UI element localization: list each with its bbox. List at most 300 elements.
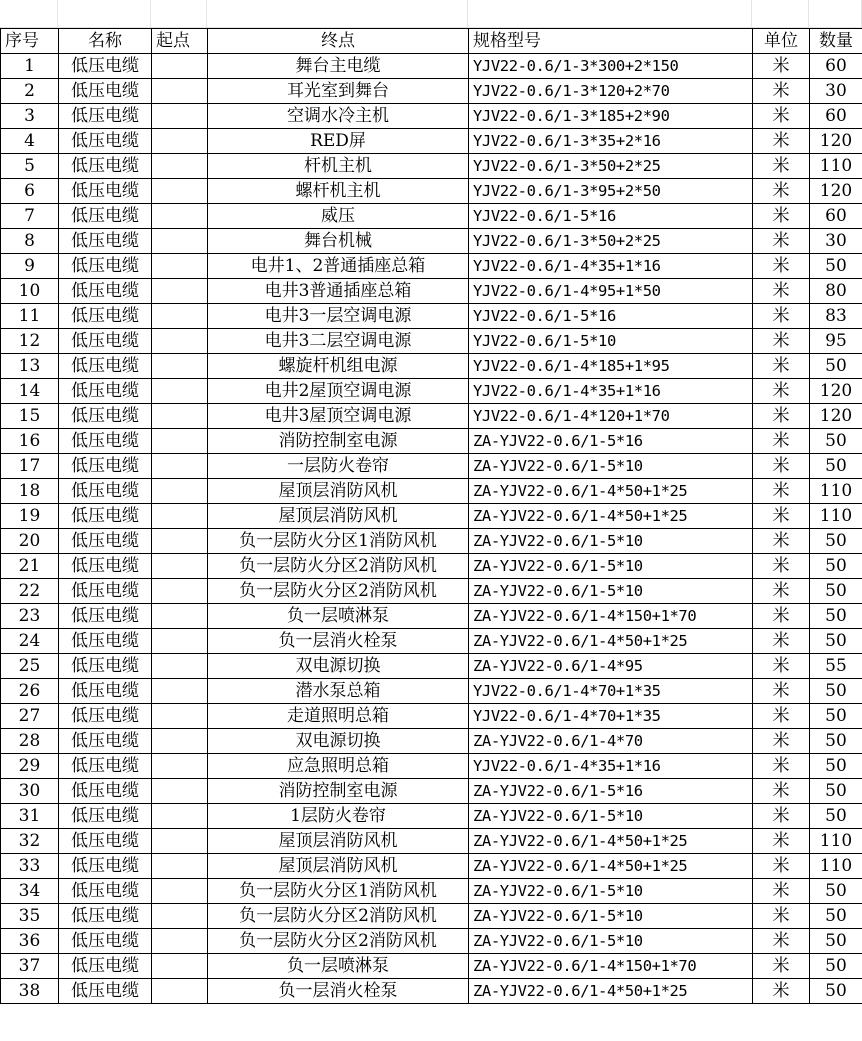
cell-end[interactable]: 屋顶层消防风机: [208, 479, 469, 504]
cell-unit[interactable]: 米: [753, 354, 810, 379]
cell-unit[interactable]: 米: [753, 604, 810, 629]
cell-unit[interactable]: 米: [753, 929, 810, 954]
cell-name[interactable]: 低压电缆: [59, 704, 152, 729]
cell-qty[interactable]: 30: [810, 79, 862, 104]
cell-end[interactable]: 双电源切换: [208, 654, 469, 679]
cell-name[interactable]: 低压电缆: [59, 479, 152, 504]
cell-unit[interactable]: 米: [753, 979, 810, 1004]
cell-name[interactable]: 低压电缆: [59, 429, 152, 454]
cell-start[interactable]: [152, 54, 208, 79]
cell-unit[interactable]: 米: [753, 954, 810, 979]
header-end[interactable]: 终点: [208, 29, 469, 54]
header-start[interactable]: 起点: [152, 29, 208, 54]
cell-end[interactable]: 耳光室到舞台: [208, 79, 469, 104]
cell-start[interactable]: [152, 354, 208, 379]
cell-name[interactable]: 低压电缆: [59, 754, 152, 779]
cell-seq[interactable]: 23: [1, 604, 59, 629]
cell-spec[interactable]: YJV22-0.6/1-5*10: [469, 329, 753, 354]
cell-spec[interactable]: YJV22-0.6/1-4*35+1*16: [469, 379, 753, 404]
cell-end[interactable]: 应急照明总箱: [208, 754, 469, 779]
cell-end[interactable]: 电井1、2普通插座总箱: [208, 254, 469, 279]
cell-seq[interactable]: 28: [1, 729, 59, 754]
cell-unit[interactable]: 米: [753, 804, 810, 829]
cell-unit[interactable]: 米: [753, 104, 810, 129]
cell-qty[interactable]: 50: [810, 779, 862, 804]
cell-spec[interactable]: YJV22-0.6/1-3*35+2*16: [469, 129, 753, 154]
cell-name[interactable]: 低压电缆: [59, 504, 152, 529]
cell-end[interactable]: 负一层喷淋泵: [208, 604, 469, 629]
cell-start[interactable]: [152, 829, 208, 854]
cell-seq[interactable]: 24: [1, 629, 59, 654]
cell-qty[interactable]: 50: [810, 254, 862, 279]
header-qty[interactable]: 数量: [810, 29, 862, 54]
cell-end[interactable]: 一层防火卷帘: [208, 454, 469, 479]
cell-qty[interactable]: 120: [810, 379, 862, 404]
cell-start[interactable]: [152, 79, 208, 104]
cell-name[interactable]: 低压电缆: [59, 179, 152, 204]
cell-qty[interactable]: 50: [810, 704, 862, 729]
cell-spec[interactable]: YJV22-0.6/1-3*300+2*150: [469, 54, 753, 79]
cell-unit[interactable]: 米: [753, 879, 810, 904]
cell-seq[interactable]: 17: [1, 454, 59, 479]
cell-end[interactable]: 杆机主机: [208, 154, 469, 179]
table-row: [1, 679, 862, 704]
cell-qty[interactable]: 50: [810, 979, 862, 1004]
cell-start[interactable]: [152, 854, 208, 879]
cell-seq[interactable]: 25: [1, 654, 59, 679]
cell-end[interactable]: 电井3屋顶空调电源: [208, 404, 469, 429]
cell-unit[interactable]: 米: [753, 629, 810, 654]
cell-qty[interactable]: 50: [810, 529, 862, 554]
table-row: [1, 354, 862, 379]
cell-spec[interactable]: ZA-YJV22-0.6/1-5*10: [469, 579, 753, 604]
cell-unit[interactable]: 米: [753, 904, 810, 929]
empty-cell[interactable]: [809, 0, 862, 28]
cell-name[interactable]: 低压电缆: [59, 854, 152, 879]
empty-cell[interactable]: [468, 0, 752, 28]
cell-seq[interactable]: 12: [1, 329, 59, 354]
cell-qty[interactable]: 50: [810, 954, 862, 979]
cell-qty[interactable]: 80: [810, 279, 862, 304]
cell-name[interactable]: 低压电缆: [59, 79, 152, 104]
cell-qty[interactable]: 50: [810, 754, 862, 779]
cell-name[interactable]: 低压电缆: [59, 229, 152, 254]
table-row: [1, 429, 862, 454]
cell-name[interactable]: 低压电缆: [59, 129, 152, 154]
cell-unit[interactable]: 米: [753, 179, 810, 204]
cell-seq[interactable]: 21: [1, 554, 59, 579]
cell-start[interactable]: [152, 929, 208, 954]
empty-spreadsheet-row[interactable]: [0, 0, 862, 28]
cell-seq[interactable]: 3: [1, 104, 59, 129]
cell-qty[interactable]: 110: [810, 854, 862, 879]
cell-end[interactable]: 负一层防火分区2消防风机: [208, 579, 469, 604]
cell-qty[interactable]: 60: [810, 204, 862, 229]
cell-start[interactable]: [152, 229, 208, 254]
cell-name[interactable]: 低压电缆: [59, 654, 152, 679]
cell-start[interactable]: [152, 579, 208, 604]
cell-spec[interactable]: YJV22-0.6/1-4*35+1*16: [469, 754, 753, 779]
cell-unit[interactable]: 米: [753, 454, 810, 479]
table-row: [1, 404, 862, 429]
cell-seq[interactable]: 11: [1, 304, 59, 329]
cell-start[interactable]: [152, 179, 208, 204]
cell-spec[interactable]: YJV22-0.6/1-4*35+1*16: [469, 254, 753, 279]
cell-spec[interactable]: ZA-YJV22-0.6/1-4*50+1*25: [469, 979, 753, 1004]
cell-start[interactable]: [152, 504, 208, 529]
cell-start[interactable]: [152, 479, 208, 504]
cell-name[interactable]: 低压电缆: [59, 329, 152, 354]
cell-spec[interactable]: ZA-YJV22-0.6/1-5*10: [469, 554, 753, 579]
cell-unit[interactable]: 米: [753, 229, 810, 254]
cell-unit[interactable]: 米: [753, 654, 810, 679]
cell-qty[interactable]: 95: [810, 329, 862, 354]
cell-qty[interactable]: 50: [810, 604, 862, 629]
cell-seq[interactable]: 10: [1, 279, 59, 304]
cell-unit[interactable]: 米: [753, 579, 810, 604]
cell-qty[interactable]: 50: [810, 354, 862, 379]
cell-seq[interactable]: 18: [1, 479, 59, 504]
cell-spec[interactable]: ZA-YJV22-0.6/1-5*10: [469, 904, 753, 929]
cell-qty[interactable]: 50: [810, 804, 862, 829]
cell-spec[interactable]: ZA-YJV22-0.6/1-4*50+1*25: [469, 504, 753, 529]
cell-seq[interactable]: 9: [1, 254, 59, 279]
cell-qty[interactable]: 30: [810, 229, 862, 254]
cell-seq[interactable]: 27: [1, 704, 59, 729]
cell-qty[interactable]: 60: [810, 54, 862, 79]
cell-start[interactable]: [152, 104, 208, 129]
cell-unit[interactable]: 米: [753, 79, 810, 104]
cell-seq[interactable]: 2: [1, 79, 59, 104]
cell-unit[interactable]: 米: [753, 254, 810, 279]
cell-qty[interactable]: 110: [810, 829, 862, 854]
cell-end[interactable]: 消防控制室电源: [208, 779, 469, 804]
cell-seq[interactable]: 1: [1, 54, 59, 79]
cell-name[interactable]: 低压电缆: [59, 404, 152, 429]
cell-unit[interactable]: 米: [753, 779, 810, 804]
cell-spec[interactable]: YJV22-0.6/1-4*120+1*70: [469, 404, 753, 429]
cell-spec[interactable]: ZA-YJV22-0.6/1-5*10: [469, 804, 753, 829]
cell-end[interactable]: 螺旋杆机组电源: [208, 354, 469, 379]
cell-spec[interactable]: YJV22-0.6/1-3*120+2*70: [469, 79, 753, 104]
cell-unit[interactable]: 米: [753, 679, 810, 704]
cable-table: [0, 28, 862, 1004]
cell-start[interactable]: [152, 129, 208, 154]
cell-name[interactable]: 低压电缆: [59, 354, 152, 379]
table-row: [1, 379, 862, 404]
cell-start[interactable]: [152, 629, 208, 654]
cell-start[interactable]: [152, 304, 208, 329]
cell-spec[interactable]: YJV22-0.6/1-4*70+1*35: [469, 679, 753, 704]
cell-unit[interactable]: 米: [753, 554, 810, 579]
cell-seq[interactable]: 4: [1, 129, 59, 154]
cell-seq[interactable]: 19: [1, 504, 59, 529]
cell-unit[interactable]: 米: [753, 479, 810, 504]
cell-start[interactable]: [152, 279, 208, 304]
cell-qty[interactable]: 55: [810, 654, 862, 679]
cell-spec[interactable]: ZA-YJV22-0.6/1-5*10: [469, 929, 753, 954]
cell-spec[interactable]: ZA-YJV22-0.6/1-5*16: [469, 429, 753, 454]
cell-spec[interactable]: ZA-YJV22-0.6/1-4*150+1*70: [469, 604, 753, 629]
cell-end[interactable]: 负一层消火栓泵: [208, 629, 469, 654]
cell-start[interactable]: [152, 704, 208, 729]
cell-unit[interactable]: 米: [753, 279, 810, 304]
cell-qty[interactable]: 50: [810, 679, 862, 704]
cell-start[interactable]: [152, 329, 208, 354]
cell-name[interactable]: 低压电缆: [59, 829, 152, 854]
cell-spec[interactable]: ZA-YJV22-0.6/1-4*50+1*25: [469, 479, 753, 504]
cell-unit[interactable]: 米: [753, 729, 810, 754]
cell-spec[interactable]: YJV22-0.6/1-4*185+1*95: [469, 354, 753, 379]
cell-start[interactable]: [152, 454, 208, 479]
table-row: [1, 779, 862, 804]
cell-name[interactable]: 低压电缆: [59, 929, 152, 954]
cell-qty[interactable]: 60: [810, 104, 862, 129]
cell-seq[interactable]: 31: [1, 804, 59, 829]
cell-start[interactable]: [152, 154, 208, 179]
cell-end[interactable]: 空调水冷主机: [208, 104, 469, 129]
cell-qty[interactable]: 110: [810, 479, 862, 504]
cell-spec[interactable]: YJV22-0.6/1-3*185+2*90: [469, 104, 753, 129]
cell-seq[interactable]: 26: [1, 679, 59, 704]
header-spec[interactable]: 规格型号: [469, 29, 753, 54]
cell-end[interactable]: RED屏: [208, 129, 469, 154]
cell-end[interactable]: 负一层防火分区2消防风机: [208, 554, 469, 579]
cell-end[interactable]: 走道照明总箱: [208, 704, 469, 729]
cell-qty[interactable]: 50: [810, 579, 862, 604]
cell-spec[interactable]: YJV22-0.6/1-3*50+2*25: [469, 154, 753, 179]
cell-spec[interactable]: YJV22-0.6/1-3*50+2*25: [469, 229, 753, 254]
cell-spec[interactable]: ZA-YJV22-0.6/1-5*16: [469, 779, 753, 804]
cell-spec[interactable]: YJV22-0.6/1-4*70+1*35: [469, 704, 753, 729]
cell-start[interactable]: [152, 604, 208, 629]
cell-name[interactable]: 低压电缆: [59, 454, 152, 479]
cell-name[interactable]: 低压电缆: [59, 629, 152, 654]
cell-end[interactable]: 屋顶层消防风机: [208, 829, 469, 854]
cell-end[interactable]: 螺杆机主机: [208, 179, 469, 204]
cell-name[interactable]: 低压电缆: [59, 379, 152, 404]
cell-seq[interactable]: 13: [1, 354, 59, 379]
cell-spec[interactable]: ZA-YJV22-0.6/1-4*50+1*25: [469, 829, 753, 854]
cell-spec[interactable]: ZA-YJV22-0.6/1-5*10: [469, 879, 753, 904]
cell-name[interactable]: 低压电缆: [59, 679, 152, 704]
cell-seq[interactable]: 5: [1, 154, 59, 179]
cell-name[interactable]: 低压电缆: [59, 254, 152, 279]
cell-seq[interactable]: 22: [1, 579, 59, 604]
cell-end[interactable]: 屋顶层消防风机: [208, 854, 469, 879]
cell-start[interactable]: [152, 529, 208, 554]
cell-spec[interactable]: YJV22-0.6/1-5*16: [469, 204, 753, 229]
cell-name[interactable]: 低压电缆: [59, 304, 152, 329]
cell-end[interactable]: 负一层消火栓泵: [208, 979, 469, 1004]
header-unit[interactable]: 单位: [753, 29, 810, 54]
cell-seq[interactable]: 37: [1, 954, 59, 979]
cell-name[interactable]: 低压电缆: [59, 604, 152, 629]
cell-seq[interactable]: 14: [1, 379, 59, 404]
cell-end[interactable]: 负一层防火分区2消防风机: [208, 929, 469, 954]
cell-start[interactable]: [152, 404, 208, 429]
cell-start[interactable]: [152, 954, 208, 979]
cell-qty[interactable]: 120: [810, 404, 862, 429]
cell-qty[interactable]: 50: [810, 454, 862, 479]
cell-seq[interactable]: 33: [1, 854, 59, 879]
cell-seq[interactable]: 6: [1, 179, 59, 204]
table-row: [1, 854, 862, 879]
cell-qty[interactable]: 50: [810, 729, 862, 754]
cell-name[interactable]: 低压电缆: [59, 204, 152, 229]
cell-end[interactable]: 负一层防火分区1消防风机: [208, 879, 469, 904]
cell-end[interactable]: 消防控制室电源: [208, 429, 469, 454]
cell-seq[interactable]: 8: [1, 229, 59, 254]
cell-seq[interactable]: 36: [1, 929, 59, 954]
cell-start[interactable]: [152, 429, 208, 454]
header-name[interactable]: 名称: [59, 29, 152, 54]
empty-cell[interactable]: [151, 0, 207, 28]
cell-end[interactable]: 舞台机械: [208, 229, 469, 254]
cell-seq[interactable]: 32: [1, 829, 59, 854]
cell-name[interactable]: 低压电缆: [59, 104, 152, 129]
cell-spec[interactable]: ZA-YJV22-0.6/1-4*50+1*25: [469, 629, 753, 654]
cell-end[interactable]: 负一层防火分区1消防风机: [208, 529, 469, 554]
header-row: [1, 29, 862, 54]
cell-end[interactable]: 电井3普通插座总箱: [208, 279, 469, 304]
cell-qty[interactable]: 50: [810, 904, 862, 929]
cell-start[interactable]: [152, 379, 208, 404]
cell-end[interactable]: 电井2屋顶空调电源: [208, 379, 469, 404]
cell-qty[interactable]: 83: [810, 304, 862, 329]
empty-cell[interactable]: [752, 0, 809, 28]
cell-unit[interactable]: 米: [753, 154, 810, 179]
cell-end[interactable]: 威压: [208, 204, 469, 229]
cell-qty[interactable]: 50: [810, 929, 862, 954]
cell-start[interactable]: [152, 754, 208, 779]
cell-seq[interactable]: 20: [1, 529, 59, 554]
cell-name[interactable]: 低压电缆: [59, 904, 152, 929]
cell-name[interactable]: 低压电缆: [59, 529, 152, 554]
cell-spec[interactable]: ZA-YJV22-0.6/1-5*10: [469, 529, 753, 554]
cell-unit[interactable]: 米: [753, 854, 810, 879]
cell-start[interactable]: [152, 804, 208, 829]
cell-end[interactable]: 电井3二层空调电源: [208, 329, 469, 354]
cell-start[interactable]: [152, 779, 208, 804]
cell-name[interactable]: 低压电缆: [59, 979, 152, 1004]
header-seq[interactable]: 序号: [1, 29, 59, 54]
cell-qty[interactable]: 50: [810, 629, 862, 654]
cell-spec[interactable]: ZA-YJV22-0.6/1-5*10: [469, 454, 753, 479]
cell-unit[interactable]: 米: [753, 54, 810, 79]
cell-start[interactable]: [152, 904, 208, 929]
cell-spec[interactable]: ZA-YJV22-0.6/1-4*150+1*70: [469, 954, 753, 979]
cell-qty[interactable]: 50: [810, 554, 862, 579]
cell-name[interactable]: 低压电缆: [59, 954, 152, 979]
cell-unit[interactable]: 米: [753, 754, 810, 779]
cell-name[interactable]: 低压电缆: [59, 879, 152, 904]
cell-start[interactable]: [152, 654, 208, 679]
cell-unit[interactable]: 米: [753, 404, 810, 429]
cell-spec[interactable]: ZA-YJV22-0.6/1-4*50+1*25: [469, 854, 753, 879]
cell-unit[interactable]: 米: [753, 329, 810, 354]
cell-name[interactable]: 低压电缆: [59, 279, 152, 304]
cell-unit[interactable]: 米: [753, 704, 810, 729]
table-row: [1, 479, 862, 504]
cell-unit[interactable]: 米: [753, 829, 810, 854]
table-row: [1, 954, 862, 979]
cell-qty[interactable]: 120: [810, 129, 862, 154]
table-row: [1, 929, 862, 954]
table-row: [1, 979, 862, 1004]
cell-start[interactable]: [152, 254, 208, 279]
cell-end[interactable]: 电井3一层空调电源: [208, 304, 469, 329]
cell-seq[interactable]: 34: [1, 879, 59, 904]
cell-name[interactable]: 低压电缆: [59, 779, 152, 804]
cell-unit[interactable]: 米: [753, 529, 810, 554]
cell-spec[interactable]: YJV22-0.6/1-3*95+2*50: [469, 179, 753, 204]
cell-spec[interactable]: ZA-YJV22-0.6/1-4*95: [469, 654, 753, 679]
table-row: [1, 629, 862, 654]
empty-cell[interactable]: [0, 0, 58, 28]
cell-unit[interactable]: 米: [753, 429, 810, 454]
cell-qty[interactable]: 50: [810, 429, 862, 454]
cell-end[interactable]: 1层防火卷帘: [208, 804, 469, 829]
cell-start[interactable]: [152, 879, 208, 904]
cell-unit[interactable]: 米: [753, 304, 810, 329]
cell-unit[interactable]: 米: [753, 129, 810, 154]
cell-seq[interactable]: 30: [1, 779, 59, 804]
table-row: [1, 54, 862, 79]
cell-seq[interactable]: 38: [1, 979, 59, 1004]
cell-end[interactable]: 潜水泵总箱: [208, 679, 469, 704]
cell-qty[interactable]: 120: [810, 179, 862, 204]
cell-name[interactable]: 低压电缆: [59, 729, 152, 754]
cell-name[interactable]: 低压电缆: [59, 804, 152, 829]
cell-end[interactable]: 屋顶层消防风机: [208, 504, 469, 529]
cell-unit[interactable]: 米: [753, 204, 810, 229]
empty-cell[interactable]: [58, 0, 151, 28]
cell-start[interactable]: [152, 679, 208, 704]
cell-unit[interactable]: 米: [753, 379, 810, 404]
cell-qty[interactable]: 50: [810, 879, 862, 904]
cell-seq[interactable]: 29: [1, 754, 59, 779]
cell-end[interactable]: 负一层喷淋泵: [208, 954, 469, 979]
cell-seq[interactable]: 7: [1, 204, 59, 229]
cell-name[interactable]: 低压电缆: [59, 579, 152, 604]
empty-cell[interactable]: [207, 0, 468, 28]
cell-start[interactable]: [152, 554, 208, 579]
cell-seq[interactable]: 15: [1, 404, 59, 429]
cell-start[interactable]: [152, 204, 208, 229]
cell-name[interactable]: 低压电缆: [59, 154, 152, 179]
cell-end[interactable]: 舞台主电缆: [208, 54, 469, 79]
table-row: [1, 154, 862, 179]
cell-spec[interactable]: YJV22-0.6/1-4*95+1*50: [469, 279, 753, 304]
table-row: [1, 179, 862, 204]
cell-name[interactable]: 低压电缆: [59, 554, 152, 579]
cell-start[interactable]: [152, 979, 208, 1004]
table-row: [1, 304, 862, 329]
cell-qty[interactable]: 110: [810, 504, 862, 529]
cell-end[interactable]: 双电源切换: [208, 729, 469, 754]
table-row: [1, 604, 862, 629]
cell-qty[interactable]: 110: [810, 154, 862, 179]
cell-name[interactable]: 低压电缆: [59, 54, 152, 79]
cell-unit[interactable]: 米: [753, 504, 810, 529]
cell-seq[interactable]: 35: [1, 904, 59, 929]
cell-spec[interactable]: ZA-YJV22-0.6/1-4*70: [469, 729, 753, 754]
cell-end[interactable]: 负一层防火分区2消防风机: [208, 904, 469, 929]
cell-spec[interactable]: YJV22-0.6/1-5*16: [469, 304, 753, 329]
cell-start[interactable]: [152, 729, 208, 754]
cell-seq[interactable]: 16: [1, 429, 59, 454]
